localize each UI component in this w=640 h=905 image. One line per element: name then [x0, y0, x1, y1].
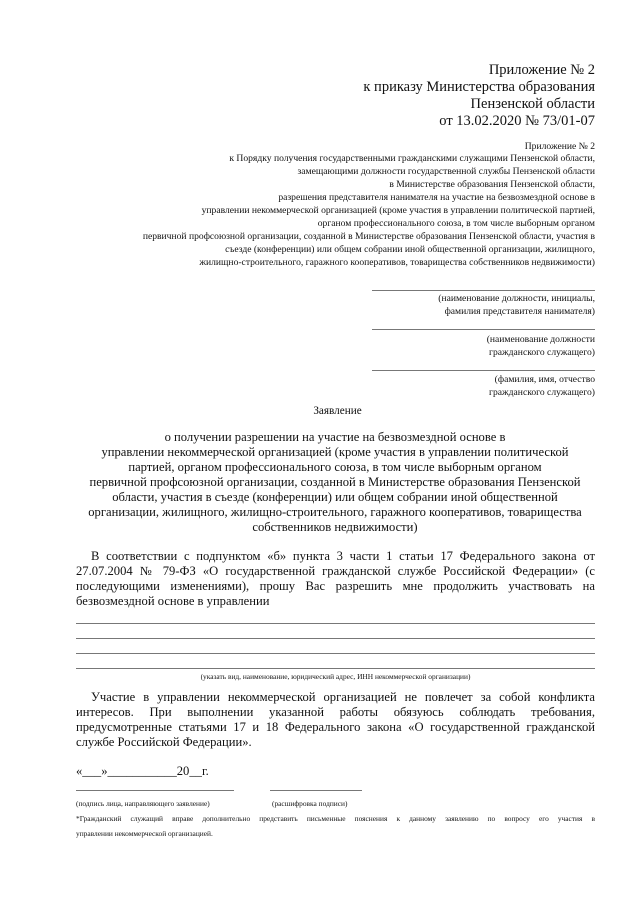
name-blank-line	[372, 370, 595, 371]
paragraph2-line: службе Российской Федерации».	[76, 735, 252, 749]
header-region: Пензенской области	[470, 96, 595, 112]
header-attachment-number: Приложение № 2	[488, 62, 595, 78]
signature-decode-hint: (расшифровка подписи)	[272, 799, 348, 808]
paragraph1-line: безвозмездной основе в управлении	[76, 594, 270, 608]
sub-header-line: управлении некоммерческой организацией (кроме участия в управлении политической партией,	[201, 205, 595, 216]
sub-header-line: разрешения представителя нанимателя на участие на безвозмездной основе в	[278, 192, 595, 203]
sub-header-line: первичной профсоюзной организации, созданной в Министерстве образования Пензенской области, участия в	[142, 231, 595, 242]
signature-decode-blank-line	[270, 790, 362, 791]
subject-line: области, участия в съезде (конференции) или общем собрании иной общественной	[112, 490, 558, 504]
header-order-date: от 13.02.2020 № 73/01-07	[439, 113, 595, 129]
position-blank-line	[372, 329, 595, 330]
document-title: Заявление	[313, 405, 362, 417]
paragraph1-line: последующими изменениями), прошу Вас разрешить мне продолжить участвовать на	[76, 579, 595, 593]
footnote-line: управлении некоммерческой организацией.	[76, 829, 213, 838]
organization-blank-line	[76, 638, 595, 639]
header-order-ref: к приказу Министерства образования	[363, 79, 595, 95]
position-hint: гражданского служащего)	[489, 347, 595, 358]
employer-hint: фамилия представителя нанимателя)	[444, 306, 595, 317]
subject-line: первичной профсоюзной организации, созданной в Министерстве образования Пензенской	[89, 475, 581, 489]
signature-blank-line	[76, 790, 234, 791]
subject-line: управлении некоммерческой организацией (кроме участия в управлении политической	[101, 445, 569, 459]
organization-blank-line	[76, 623, 595, 624]
sub-header-line: в Министерстве образования Пензенской области,	[389, 179, 595, 190]
paragraph1-line: 27.07.2004 № 79-ФЗ «О государственной гражданской службе Российской Федерации» (с	[76, 564, 595, 578]
sub-header-line: органом профессионального союза, в том числе выборным органом	[317, 218, 595, 229]
footnote-line: *Гражданский служащий вправе дополнительно представить письменные пояснения к данному заявлению по вопросу его участия в	[76, 814, 595, 823]
position-hint: (наименование должности	[486, 334, 595, 345]
subject-line: собственников недвижимости)	[252, 520, 418, 534]
subject-line: о получении разрешении на участие на безвозмездной основе в	[164, 430, 506, 444]
paragraph2-line: Участие в управлении некоммерческой организацией не повлечет за собой конфликта	[91, 690, 595, 704]
organization-blank-line	[76, 653, 595, 654]
subject-line: партией, органом профессионального союза, в том числе выборным органом	[128, 460, 542, 474]
sub-header-line: жилищно-строительного, гаражного кооперативов, товарищества собственников недвижимости)	[199, 257, 595, 268]
sub-header-line: замещающими должности государственной службы Пензенской области	[297, 166, 595, 177]
employer-blank-line	[372, 290, 595, 291]
name-hint: гражданского служащего)	[489, 387, 595, 398]
sub-header-title: Приложение № 2	[524, 141, 595, 152]
paragraph1-line: В соответствии с подпунктом «б» пункта 3 части 1 статьи 17 Федерального закона от	[91, 549, 595, 563]
sub-header-line: съезде (конференции) или общем собрании иной общественной организации, жилищного,	[225, 244, 595, 255]
subject-line: организации, жилищного, жилищно-строительного, гаражного кооперативов, товарищества	[88, 505, 582, 519]
signature-hint: (подпись лица, направляющего заявление)	[76, 799, 210, 808]
organization-hint: (указать вид, наименование, юридический адрес, ИНН некоммерческой организации)	[200, 672, 471, 681]
paragraph2-line: интересов. При выполнении указанной работы обязуюсь соблюдать требования,	[76, 705, 595, 719]
employer-hint: (наименование должности, инициалы,	[438, 293, 595, 304]
date-line: «___»___________20__г.	[76, 764, 209, 778]
sub-header-line: к Порядку получения государственными гражданскими служащими Пензенской области,	[229, 153, 595, 164]
paragraph2-line: предусмотренные статьями 17 и 18 Федерального закона «О государственной гражданской	[76, 720, 595, 734]
organization-blank-line	[76, 668, 595, 669]
name-hint: (фамилия, имя, отчество	[494, 374, 595, 385]
